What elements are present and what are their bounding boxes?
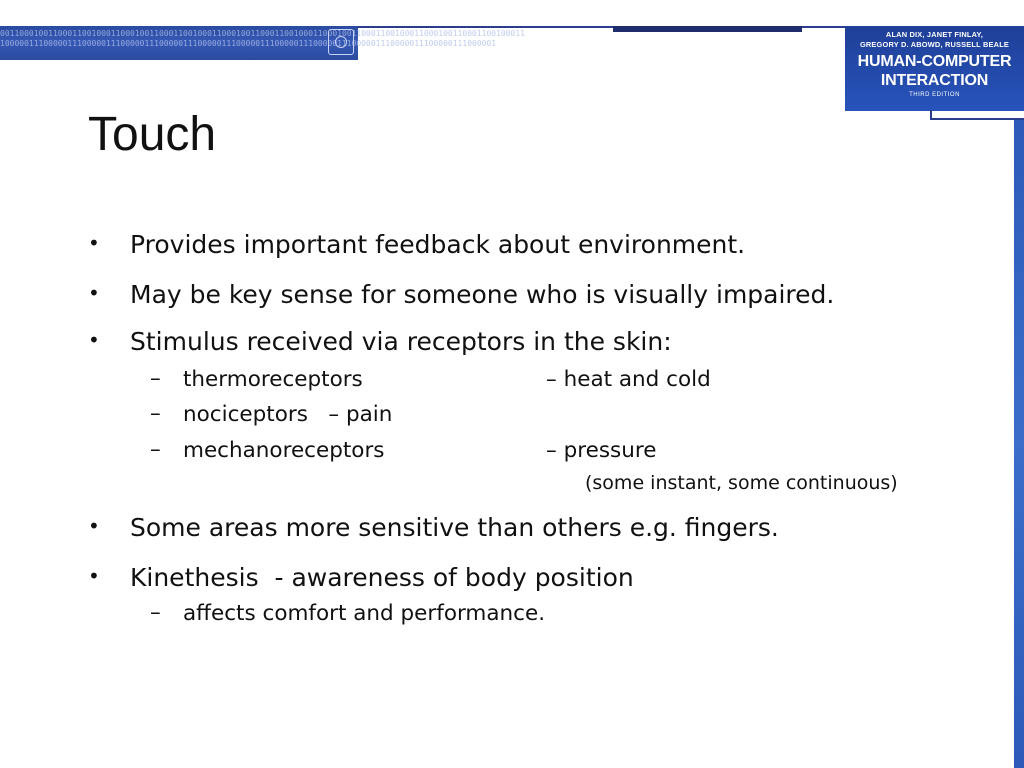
book-title-line-1: HUMAN-COMPUTER	[857, 53, 1012, 70]
sub-bullet-text: thermoreceptors	[183, 367, 363, 392]
sub-bullet-note: (some instant, some continuous)	[585, 472, 898, 494]
sub-bullet-detail: – pressure	[546, 438, 657, 463]
logo-mark-icon	[328, 29, 354, 55]
book-cover	[845, 26, 1024, 111]
bullet-text: May be key sense for someone who is visually impaired.	[130, 280, 835, 309]
corner-rule-horizontal	[930, 118, 1024, 120]
book-edition: THIRD EDITION	[909, 92, 960, 98]
sub-bullet-marker: –	[150, 437, 161, 462]
right-edge-bar	[1014, 120, 1024, 768]
binary-pattern-row-2: 1000001110000011100000111000001110000011100000111000001110000011100000111000001110000011100000111000001	[0, 39, 497, 48]
binary-banner	[0, 26, 525, 60]
sub-bullet-text: mechanoreceptors	[183, 438, 385, 463]
sub-bullet-text: nociceptors – pain	[183, 402, 393, 427]
bullet-text: Some areas more sensitive than others e.g. fingers.	[130, 513, 779, 542]
sub-bullet-text: affects comfort and performance.	[183, 601, 546, 626]
bullet-marker: •	[88, 231, 100, 255]
bullet-text: Provides important feedback about environment.	[130, 230, 746, 259]
sub-bullet-marker: –	[150, 600, 161, 625]
bullet-text: Stimulus received via receptors in the skin:	[130, 327, 672, 356]
binary-pattern-row-1: 0011000100110001100100011000100110001100100011000100110001100100011000100110001100100011000100110001100100011	[0, 29, 525, 38]
slide-title: Touch	[88, 108, 217, 161]
bullet-marker: •	[88, 281, 100, 305]
sub-bullet-marker: –	[150, 401, 161, 426]
bullet-marker: •	[88, 514, 100, 538]
header-tab-decoration	[613, 26, 802, 32]
bullet-text: Kinethesis - awareness of body position	[130, 563, 634, 592]
sub-bullet-marker: –	[150, 366, 161, 391]
bullet-marker: •	[88, 328, 100, 352]
book-title-line-2: INTERACTION	[880, 72, 989, 89]
bullet-marker: •	[88, 564, 100, 588]
book-authors-line-2: GREGORY D. ABOWD, RUSSELL BEALE	[859, 40, 1010, 49]
sub-bullet-detail: – heat and cold	[546, 367, 711, 392]
book-authors-line-1: ALAN DIX, JANET FINLAY,	[885, 30, 984, 39]
